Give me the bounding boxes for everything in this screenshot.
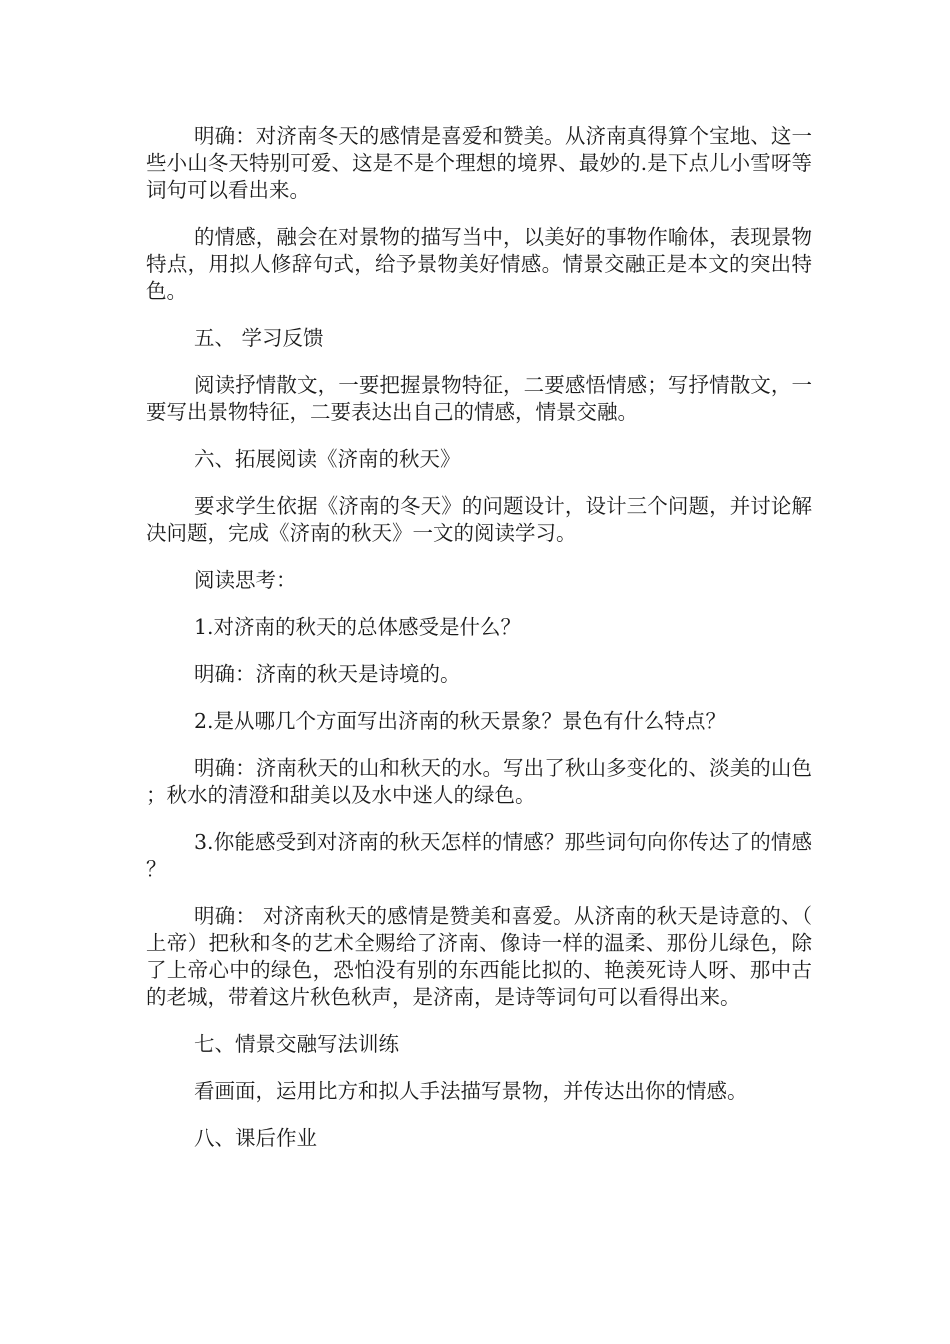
answer-1: 明确：济南的秋天是诗境的。 xyxy=(194,662,461,686)
paragraph-reading-requirement: 要求学生依据《济南的冬天》的问题设计，设计三个问题，并讨论解决问题，完成《济南的秋天》一文的阅读学习。 xyxy=(146,494,812,545)
paragraph-reading-thinking: 阅读思考： xyxy=(194,568,297,592)
question-2: 2.是从哪几个方面写出济南的秋天景象？景色有什么特点？ xyxy=(194,709,727,733)
question-1: 1.对济南的秋天的总体感受是什么？ xyxy=(194,615,522,639)
question-3: 3.你能感受到对济南的秋天怎样的情感？那些词句向你传达了的情感？ xyxy=(146,830,812,881)
document-page xyxy=(146,123,812,1172)
paragraph-writing-task: 看画面，运用比方和拟人手法描写景物，并传达出你的情感。 xyxy=(194,1079,748,1103)
section-heading-learning-feedback: 五、 学习反馈 xyxy=(194,326,324,350)
section-heading-homework: 八、课后作业 xyxy=(194,1126,317,1150)
answer-3: 明确： 对济南秋天的感情是赞美和喜爱。从济南的秋天是诗意的、（上帝）把秋和冬的艺术全赐给了济南、像诗一样的温柔、那份儿绿色，除了上帝心中的绿色，恐怕没有别的东西能比拟的、艳羡死诗人呀、那中古的老城，带着这片秋色秋声，是济南，是诗等词句可以看得出来。 xyxy=(146,904,812,1009)
paragraph-winter-answer: 明确：对济南冬天的感情是喜爱和赞美。从济南真得算个宝地、这一些小山冬天特别可爱、这是不是个理想的境界、最妙的.是下点儿小雪呀等词句可以看出来。 xyxy=(146,124,812,202)
paragraph-feedback: 阅读抒情散文，一要把握景物特征，二要感悟情感；写抒情散文，一要写出景物特征，二要表达出自己的情感，情景交融。 xyxy=(146,373,812,424)
paragraph-emotion-summary: 的情感，融会在对景物的描写当中，以美好的事物作喻体，表现景物特点，用拟人修辞句式，给予景物美好情感。情景交融正是本文的突出特色。 xyxy=(146,225,812,303)
section-heading-extended-reading: 六、拓展阅读《济南的秋天》 xyxy=(194,447,461,471)
section-heading-writing-training: 七、情景交融写法训练 xyxy=(194,1032,399,1056)
answer-2: 明确：济南秋天的山和秋天的水。写出了秋山多变化的、淡美的山色；秋水的清澄和甜美以及水中迷人的绿色。 xyxy=(146,756,812,807)
